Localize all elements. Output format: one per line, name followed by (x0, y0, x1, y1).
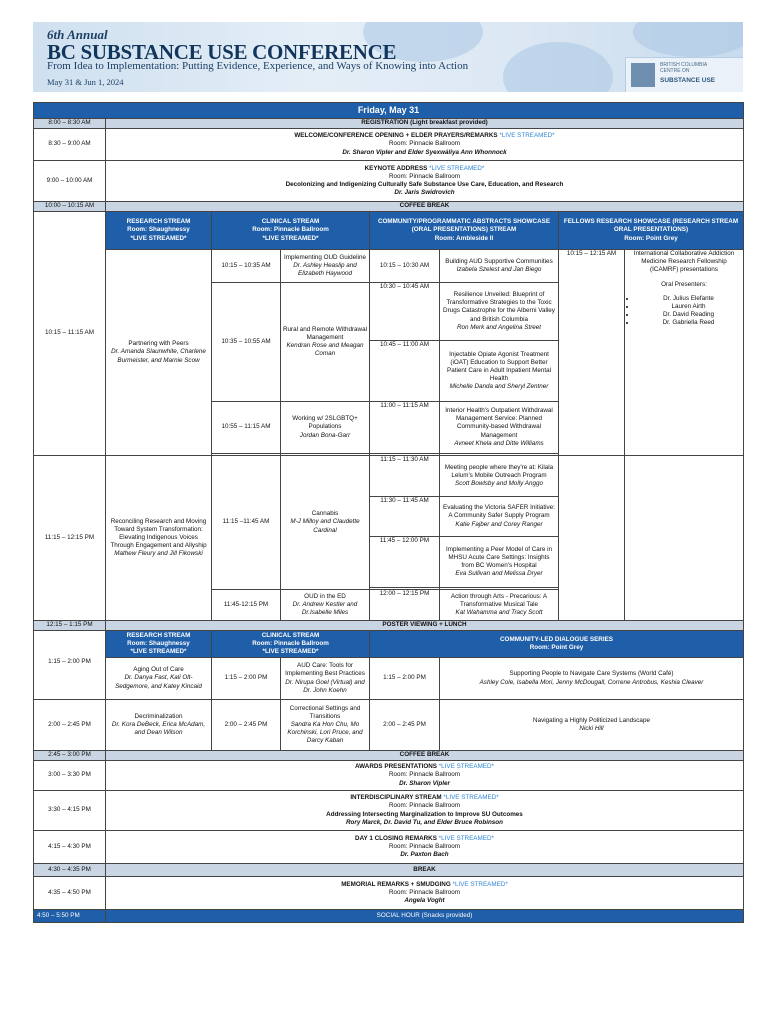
session-title: Evaluating the Victoria SAFER Initiative: A Community Safer Supply Program (443, 504, 555, 520)
keynote-talk: Decolonizing and Indigenizing Culturally Safe Substance Use Care, Education, and Research (285, 181, 564, 188)
community-session (440, 537, 559, 588)
conference-banner (33, 22, 743, 92)
session-title: MEMORIAL REMARKS + SMUDGING (341, 880, 451, 888)
list-item: • Dr. Gabriella Reed (636, 319, 741, 327)
session-names: Michelle Danda and Sheryl Zentner (449, 383, 549, 391)
conference-title: BC SUBSTANCE USE CONFERENCE (47, 40, 397, 64)
time-slot: 8:30 – 9:00 AM (34, 129, 106, 161)
time-spacer (34, 631, 106, 658)
session-names: Katie Fajber and Corey Ranger (455, 520, 543, 528)
table-row (34, 621, 744, 631)
list-item: • Dr. David Reading (636, 311, 741, 319)
interdisciplinary-session (106, 791, 744, 831)
stream-room: Room: Pinnacle Ballroom (252, 226, 329, 234)
clinical-time: 11:45-12:15 PM (212, 590, 281, 621)
session-names: Ron Merk and Angelina Street (456, 323, 542, 331)
community-stream-header (370, 212, 559, 250)
community-time: 11:45 – 12:00 PM (370, 537, 440, 588)
stream-room: Room: Point Grey (529, 644, 584, 651)
session-title: INTERDISCIPLINARY STREAM (350, 794, 442, 802)
live-streamed-tag: *LIVE STREAMED* (438, 834, 494, 842)
community-session (440, 341, 559, 402)
day-header-row (34, 103, 744, 119)
table-row (34, 119, 744, 129)
clinical-session (281, 700, 370, 751)
coffee-break-label: COFFEE BREAK (106, 202, 744, 212)
session-names: Dr. Sharon Vipler (399, 779, 450, 787)
time-slot: 2:45 – 3:00 PM (34, 751, 106, 761)
session-names: Dr. Jaris Swidrovich (394, 189, 455, 197)
session-title: Implementing OUD Guideline (284, 253, 366, 261)
time-slot: 2:00 – 2:45 PM (34, 700, 106, 751)
community-time: 11:30 – 11:45 AM (370, 497, 440, 537)
watercolor-blot (633, 22, 743, 57)
clinical-time: 10:15 – 10:35 AM (212, 250, 281, 283)
clinical-time: 11:15 –11:45 AM (212, 456, 281, 590)
welcome-session (106, 129, 744, 161)
table-row (34, 250, 744, 283)
session-names: Dr. Nirupa Goel (Virtual) and Dr. John Koehn (285, 678, 365, 694)
time-slot: 4:35 – 4:50 PM (34, 877, 106, 910)
stream-title: RESEARCH STREAM (126, 631, 191, 639)
keynote-session (106, 161, 744, 202)
research-stream-header (106, 631, 212, 658)
session-title: KEYNOTE ADDRESS (364, 164, 428, 172)
session-title: International Collaborative Addiction Medicine Research Fellowship (ICAMRF) presentations (633, 250, 735, 274)
table-row (34, 877, 744, 910)
community-session (440, 283, 559, 341)
time-slot: 3:30 – 4:15 PM (34, 791, 106, 831)
dialogue-stream-header (370, 631, 744, 658)
stream-room: Room: Pinnacle Ballroom (252, 639, 329, 647)
session-room: Room: Pinnacle Ballroom (388, 842, 461, 850)
session-names: Kendran Rose and Meagan Coman (286, 342, 364, 358)
stream-room: Room: Point Grey (624, 234, 678, 242)
watercolor-blot (503, 42, 613, 92)
table-row (34, 129, 744, 161)
session-names: Sandra Ka Hon Chu, Mo Korchinski, Lori Pruce, and Darcy Kaban (287, 720, 363, 745)
live-streamed-tag: *LIVE STREAMED* (499, 132, 555, 140)
table-row (34, 658, 744, 700)
schedule-table (33, 102, 744, 923)
stream-room: Room: Shaughnessy (127, 226, 190, 234)
conference-edition: 6th Annual (47, 27, 108, 42)
clinical-stream-header (212, 212, 370, 250)
time-slot: 10:00 – 10:15 AM (34, 202, 106, 212)
dialogue-session (440, 658, 744, 700)
time-slot: 4:50 – 5:50 PM (34, 910, 106, 923)
session-title: Injectable Opiate Agonist Treatment (iOAT) Education to Support Better Patient Care in Adult Inpatient Mental Health (447, 350, 551, 383)
session-title: Supporting People to Navigate Care Systems (World Café) (509, 670, 674, 678)
table-row (34, 161, 744, 202)
clinical-session (281, 456, 370, 590)
clinical-time: 1:15 – 2:00 PM (212, 658, 281, 700)
session-title: Correctional Settings and Transitions (289, 704, 361, 720)
conference-dates: May 31 & Jun 1, 2024 (47, 77, 124, 87)
logo-mark-icon (631, 63, 655, 87)
session-title: AUD Care: Tools for Implementing Best Practices (285, 662, 365, 678)
conference-subtitle: From Idea to Implementation: Putting Evidence, Experience, and Ways of Knowing into Action (47, 60, 469, 72)
community-session (440, 456, 559, 497)
stream-header-row (34, 631, 744, 658)
live-streamed-tag: *LIVE STREAMED* (262, 648, 319, 656)
clinical-stream-header (212, 631, 370, 658)
session-talk: Addressing Intersecting Marginalization to Improve SU Outcomes (326, 810, 523, 818)
fellows-session (625, 250, 744, 456)
awards-session (106, 761, 744, 791)
clinical-time: 2:00 – 2:45 PM (212, 700, 281, 751)
community-session (440, 497, 559, 537)
time-slot: 11:15 – 12:15 PM (34, 456, 106, 621)
list-item: • Dr. Julius Elefante (636, 295, 741, 303)
stream-title: COMMUNITY/PROGRAMMATIC ABSTRACTS SHOWCASE (ORAL PRESENTATIONS) STREAM (377, 218, 551, 234)
session-title: WELCOME/CONFERENCE OPENING + ELDER PRAYERS/REMARKS (294, 132, 498, 140)
time-slot: 10:15 – 11:15 AM (34, 212, 106, 456)
session-room: Room: Pinnacle Ballroom (388, 140, 461, 148)
session-title: Reconciling Research and Moving Toward System Transformation: Elevating Indigenous Voices Through Engagement and Allyship (110, 517, 207, 550)
live-streamed-tag: *LIVE STREAMED* (438, 763, 495, 771)
live-streamed-tag: *LIVE STREAMED* (452, 880, 508, 888)
stream-room: Room: Ambleside II (434, 234, 494, 242)
time-slot: 4:30 – 4:35 PM (34, 864, 106, 877)
time-slot: 9:00 – 10:00 AM (34, 161, 106, 202)
session-names: Kat Wahamma and Tracy Scott (455, 609, 543, 617)
session-title: OUD in the ED (304, 592, 346, 600)
session-names: Angela Voght (404, 897, 445, 905)
poster-lunch-label: POSTER VIEWING + LUNCH (106, 621, 744, 631)
stream-title: CLINICAL STREAM (261, 631, 320, 639)
session-title: DAY 1 CLOSING REMARKS (355, 834, 437, 842)
session-names: Dr. Andrew Kestler and Dr.Isabelle Miles (292, 600, 358, 617)
stream-title: RESEARCH STREAM (126, 218, 191, 226)
dialogue-session (440, 700, 744, 751)
session-title: Decriminalization (134, 712, 183, 720)
logo-line-2: CENTRE ON (660, 68, 690, 74)
table-row (34, 864, 744, 877)
coffee-break-label: COFFEE BREAK (106, 751, 744, 761)
clinical-time: 10:35 – 10:55 AM (212, 283, 281, 402)
community-session (440, 590, 559, 621)
live-streamed-tag: *LIVE STREAMED* (429, 164, 485, 172)
session-title: Meeting people where they're at: Kilala Lelum's Mobile Outreach Program (444, 463, 554, 479)
time-slot: 1:15 – 2:00 PM (34, 658, 106, 700)
session-title: Aging Out of Care (133, 666, 184, 674)
community-time: 11:15 – 11:30 AM (370, 456, 440, 497)
session-title: Implementing a Peer Model of Care in MHSU Acute Care Settings: Insights from BC Women's Hospital (445, 545, 553, 569)
time-slot: 3:00 – 3:30 PM (34, 761, 106, 791)
session-names: Dr. Ashley Heaslip and Elizabeth Haywood (293, 261, 357, 278)
session-names: Avneet Khela and Ditte Williams (454, 439, 544, 447)
stream-title: CLINICAL STREAM (261, 218, 320, 226)
table-row (34, 751, 744, 761)
research-session (106, 658, 212, 700)
table-row (34, 700, 744, 751)
research-session (106, 456, 212, 621)
clinical-session (281, 250, 370, 283)
session-title: Cannabis (311, 510, 339, 518)
session-title: Action through Arts - Precarious: A Transformative Musical Tale (450, 592, 548, 608)
presenters-label: Oral Presenters: (661, 280, 707, 288)
session-room: Room: Pinnacle Ballroom (388, 888, 461, 896)
table-row (34, 202, 744, 212)
clinical-session (281, 658, 370, 700)
session-room: Room: Pinnacle Ballroom (388, 802, 461, 810)
session-room: Room: Pinnacle Ballroom (388, 771, 461, 779)
session-names: Dr. Sharon Vipler and Elder Syexwáliya Ann Whonnock (342, 148, 507, 156)
session-names: Mathew Fleury and Jill Fikowski (114, 550, 203, 558)
dialogue-time: 2:00 – 2:45 PM (370, 700, 440, 751)
stream-room: Room: Shaughnessy (127, 639, 190, 647)
session-title: Working w/ 2SLGBTQ+ Populations (292, 415, 358, 431)
fellows-empty (559, 456, 625, 621)
session-title: Resilience Unveiled: Blueprint of Transformative Strategies to the Toxic Drugs Catastrophe for the Alberni Valley and British Columbia (443, 291, 555, 323)
session-names: Dr. Danya Fast, Kali Olt-Sedgemore, and Katey Kincaid (115, 674, 202, 690)
session-names: Dr. Amanda Slaunwhite, Charlene Burmeister, and Marnie Scow (111, 348, 206, 364)
session-title: Rural and Remote Withdrawal Management (283, 325, 367, 341)
session-names: M-J Milloy and Claudette Cardinal (290, 518, 360, 534)
stream-title: COMMUNITY-LED DIALOGUE SERIES (500, 635, 613, 643)
fellows-empty (625, 456, 744, 621)
session-title: Interior Health's Outpatient Withdrawal Management Service: Planned Community-based Withdrawal Management (445, 407, 553, 439)
fellows-stream-header (559, 212, 744, 250)
session-names: Eva Sullivan and Melissa Dryer (455, 570, 543, 578)
table-row (34, 910, 744, 923)
clinical-session (281, 283, 370, 402)
session-names: Jordan Bona-Garr (299, 431, 351, 439)
session-names: Dr. Kora DeBeck, Erica McAdam, and Dean Wilson (111, 720, 206, 737)
live-streamed-tag: *LIVE STREAMED* (443, 794, 499, 802)
table-row (34, 791, 744, 831)
live-streamed-tag: *LIVE STREAMED* (130, 648, 187, 656)
time-slot: 4:15 – 4:30 PM (34, 831, 106, 864)
session-names: Izabela Szelest and Jan Biego (456, 266, 542, 273)
session-names: Scott Bowlsby and Molly Anggo (455, 480, 543, 488)
dialogue-time: 1:15 – 2:00 PM (370, 658, 440, 700)
community-session (440, 402, 559, 454)
session-title: Navigating a Highly Politicized Landscape (533, 716, 650, 724)
clinical-session (281, 590, 370, 621)
stream-header-row (34, 212, 744, 250)
community-time: 10:15 – 10:30 AM (370, 250, 440, 283)
community-time: 12:00 – 12:15 PM (370, 590, 440, 621)
list-item: • Lauren Airth (636, 303, 741, 311)
presenter-list (627, 295, 741, 328)
table-row (34, 761, 744, 791)
bccsu-logo (625, 57, 743, 92)
clinical-time: 10:55 – 11:15 AM (212, 402, 281, 454)
session-names: Nicki Hill (579, 725, 604, 732)
table-row (34, 456, 744, 497)
session-room: Room: Pinnacle Ballroom (388, 172, 461, 180)
registration-label: REGISTRATION (Light breakfast provided) (106, 119, 744, 129)
time-slot: 8:00 – 8:30 AM (34, 119, 106, 129)
research-stream-header (106, 212, 212, 250)
session-names: Ashley Cole, Isabella Mori, Jenny McDougall, Correne Antrobus, Keshia Cleaver (479, 678, 704, 686)
table-row (34, 831, 744, 864)
social-hour-label: SOCIAL HOUR (Snacks provided) (106, 910, 744, 923)
live-streamed-tag: *LIVE STREAMED* (262, 234, 319, 242)
stream-title: FELLOWS RESEARCH SHOWCASE (RESEARCH STREAM ORAL PRESENTATIONS) (563, 218, 739, 234)
closing-session (106, 831, 744, 864)
community-session (440, 250, 559, 283)
session-title: AWARDS PRESENTATIONS (354, 763, 437, 771)
session-names: Rory Marck, Dr. David Tu, and Elder Bruce Robinson (346, 818, 503, 826)
clinical-session (281, 402, 370, 454)
session-title: Building AUD Supportive Communities (445, 257, 553, 265)
community-time: 10:30 – 10:45 AM (370, 283, 440, 341)
day-title: Friday, May 31 (34, 103, 744, 119)
session-title: Partnering with Peers (128, 340, 189, 348)
logo-line-3: SUBSTANCE USE (660, 77, 716, 84)
session-names: Dr. Paxton Bach (400, 851, 449, 859)
fellows-time: 10:15 – 12:15 AM (559, 250, 625, 456)
time-slot: 12:15 – 1:15 PM (34, 621, 106, 631)
memorial-session (106, 877, 744, 910)
community-time: 11:00 – 11:15 AM (370, 402, 440, 454)
live-streamed-tag: *LIVE STREAMED* (130, 234, 187, 242)
logo-line-1: BRITISH COLUMBIA (660, 62, 708, 68)
community-time: 10:45 – 11:00 AM (370, 341, 440, 402)
research-session (106, 250, 212, 456)
research-session (106, 700, 212, 751)
break-label: BREAK (106, 864, 744, 877)
